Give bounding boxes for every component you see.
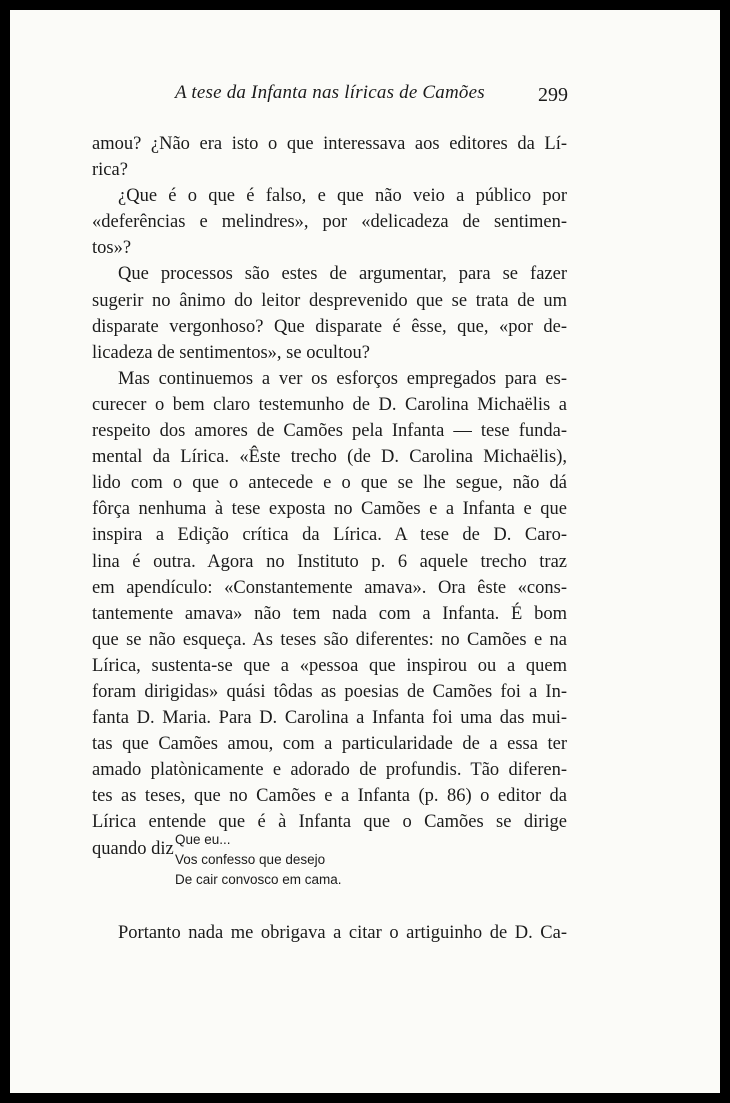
text-line: tantemente amava» não tem nada com a Infanta. É bom: [92, 603, 567, 624]
text-line: sugerir no ânimo do leitor desprevenido que se trata de um: [92, 290, 567, 311]
text-line: fôrça nenhuma à tese exposta no Camões e a Infanta e que: [92, 499, 567, 520]
running-header-title: A tese da Infanta nas líricas de Camões: [175, 82, 485, 103]
verse-line: De cair convosco em cama.: [175, 872, 342, 887]
text-line: tos»?: [92, 238, 132, 259]
text-line: tas que Camões amou, com a particularidade de a essa ter: [92, 734, 567, 755]
text-line: Mas continuemos a ver os esforços empregados para es-: [118, 368, 567, 389]
text-line: amou? ¿Não era isto o que interessava aos editores da Lí-: [92, 134, 567, 154]
text-line: amado platònicamente e adorado de profundis. Tão diferen-: [92, 760, 567, 781]
text-line: respeito dos amores de Camões pela Infanta — tese funda-: [92, 421, 567, 442]
page-number: 299: [538, 84, 568, 106]
text-line: licadeza de sentimentos», se ocultou?: [92, 342, 370, 363]
text-line: em apendículo: «Constantemente amava». Ora êste «cons-: [92, 577, 567, 598]
text-line: ¿Que é o que é falso, e que não veio a público por: [118, 186, 567, 207]
text-line: tes as teses, que no Camões e a Infanta (p. 86) o editor da: [92, 786, 567, 807]
book-page: [10, 10, 720, 1093]
text-line: Que processos são estes de argumentar, para se fazer: [118, 264, 567, 285]
text-line: que se não esqueça. As teses são diferentes: no Camões e na: [92, 629, 567, 650]
text-line: lido com o que o antecede e o que se lhe segue, não dá: [92, 473, 567, 494]
text-line: inspira a Edição crítica da Lírica. A tese de D. Caro-: [92, 525, 567, 546]
verse-line: Vos confesso que desejo: [175, 852, 326, 867]
verse-line: Que eu...: [175, 832, 231, 847]
closing-paragraph: [92, 920, 567, 946]
text-line: Lírica, sustenta-se que a «pessoa que inspirou ou a quem: [92, 655, 567, 676]
text-line: curecer o bem claro testemunho de D. Carolina Michaëlis a: [92, 394, 567, 415]
text-line: foram dirigidas» quási tôdas as poesias de Camões foi a In-: [92, 681, 567, 702]
text-line: disparate vergonhoso? Que disparate é êsse, que, «por de-: [92, 316, 567, 337]
text-line: Portanto nada me obrigava a citar o artiguinho de D. Ca-: [118, 923, 567, 943]
text-line: lina é outra. Agora no Instituto p. 6 aquele trecho traz: [92, 551, 567, 572]
text-line: rica?: [92, 160, 128, 181]
body-text: [92, 131, 567, 862]
text-line: «deferências e melindres», por «delicadeza de sentimen-: [92, 212, 567, 233]
text-line: Lírica entende que é à Infanta que o Camões se dirige: [92, 812, 567, 833]
text-line: fanta D. Maria. Para D. Carolina a Infanta foi uma das mui-: [92, 708, 567, 729]
text-line: mental da Lírica. «Êste trecho (de D. Carolina Michaëlis),: [92, 447, 567, 468]
verse-quote: [175, 830, 342, 890]
text-line: quando diz: [92, 838, 174, 859]
